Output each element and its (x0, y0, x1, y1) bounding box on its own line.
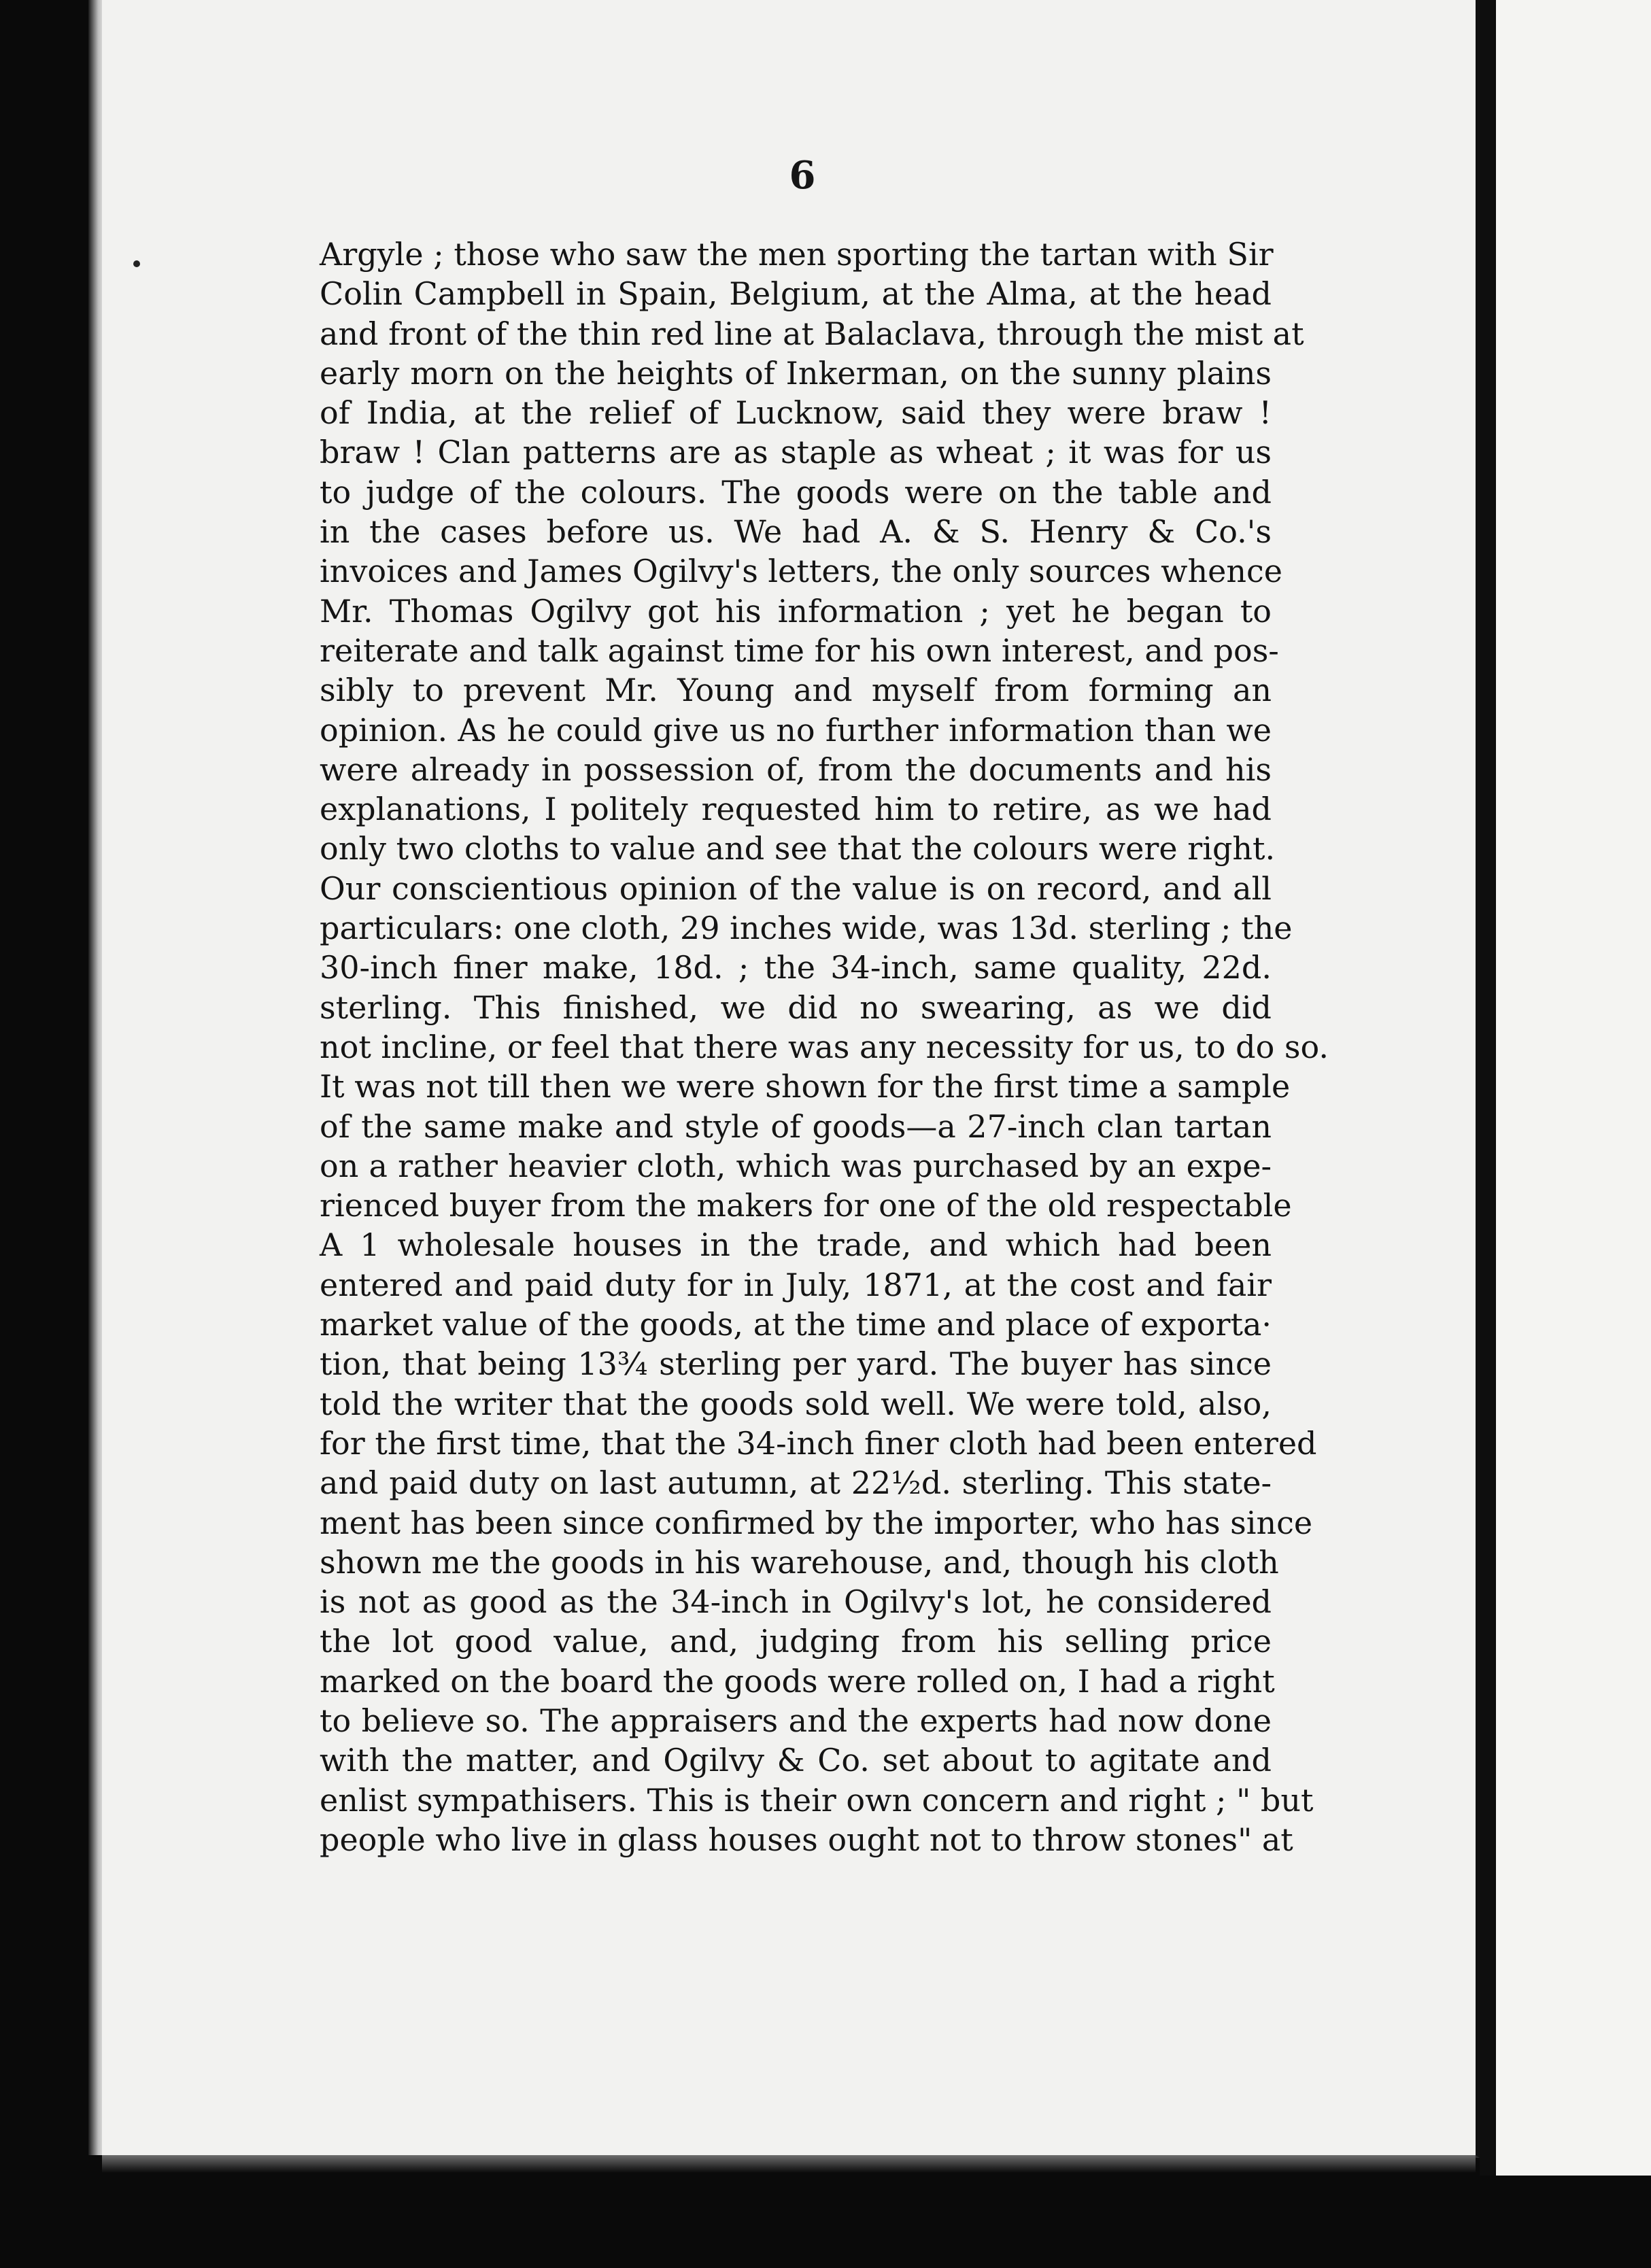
text-line: to believe so. The appraisers and the experts had now done (320, 1702, 1272, 1739)
text-line: particulars: one cloth, 29 inches wide, was 13d. sterling ; the (320, 910, 1293, 947)
text-line: of the same make and style of goods—a 27-inch clan tartan (320, 1107, 1272, 1145)
text-line: tion, that being 13¾ sterling per yard. The buyer has since (320, 1345, 1272, 1383)
text-line: A 1 wholesale houses in the trade, and which had been (320, 1226, 1272, 1264)
text-line: invoices and James Ogilvy's letters, the only sources whence (320, 553, 1282, 590)
text-line: Our conscientious opinion of the value is on record, and all (320, 870, 1272, 907)
text-line: sterling. This finished, we did no swearing, as we did (320, 989, 1272, 1026)
text-line: marked on the board the goods were rolled on, I had a right (320, 1662, 1275, 1700)
text-line: people who live in glass houses ought not to throw stones" at (320, 1821, 1293, 1858)
text-line: the lot good value, and, judging from his selling price (320, 1623, 1272, 1660)
text-line: rienced buyer from the makers for one of the old respectable (320, 1187, 1292, 1224)
text-line: and front of the thin red line at Balaclava, through the mist at (320, 315, 1304, 352)
text-line: shown me the goods in his warehouse, and, though his cloth (320, 1543, 1279, 1581)
text-line: and paid duty on last autumn, at 22½d. sterling. This state- (320, 1464, 1272, 1502)
text-line: Argyle ; those who saw the men sporting the tartan with Sir (320, 236, 1274, 273)
page-number: 6 (789, 153, 816, 198)
text-line: explanations, I politely requested him to retire, as we had (320, 791, 1272, 828)
text-line: Colin Campbell in Spain, Belgium, at the Alma, at the head (320, 275, 1272, 313)
text-line: were already in possession of, from the documents and his (320, 751, 1272, 788)
text-line: enlist sympathisers. This is their own concern and right ; " but (320, 1781, 1314, 1819)
text-line: entered and paid duty for in July, 1871, at the cost and fair (320, 1266, 1272, 1303)
facing-page-gutter (1480, 0, 1495, 2176)
text-line: for the first time, that the 34-inch finer cloth had been entered (320, 1424, 1317, 1462)
text-line: in the cases before us. We had A. & S. Henry & Co.'s (320, 513, 1272, 551)
text-line: not incline, or feel that there was any necessity for us, to do so. (320, 1028, 1329, 1065)
ink-speck (133, 260, 140, 267)
text-line: It was not till then we were shown for the first time a sample (320, 1068, 1291, 1105)
text-line: only two cloths to value and see that the colours were right. (320, 830, 1276, 867)
text-line: of India, at the relief of Lucknow, said they were braw ! (320, 394, 1272, 432)
facing-page-edge (1496, 0, 1651, 2176)
text-line: Mr. Thomas Ogilvy got his information ; yet he began to (320, 592, 1272, 630)
body-text (320, 235, 1329, 1859)
text-line: is not as good as the 34-inch in Ogilvy's lot, he considered (320, 1583, 1272, 1621)
text-line: with the matter, and Ogilvy & Co. set about to agitate and (320, 1742, 1272, 1779)
text-line: opinion. As he could give us no further information than we (320, 711, 1272, 749)
text-line: braw ! Clan patterns are as staple as wheat ; it was for us (320, 434, 1272, 471)
page-bottom-shadow (102, 2155, 1476, 2173)
text-line: early morn on the heights of Inkerman, on the sunny plains (320, 354, 1272, 392)
text-line: to judge of the colours. The goods were on the table and (320, 473, 1272, 511)
text-line: market value of the goods, at the time and place of exporta· (320, 1306, 1272, 1343)
text-line: told the writer that the goods sold well. We were told, also, (320, 1385, 1272, 1422)
text-line: sibly to prevent Mr. Young and myself from forming an (320, 672, 1272, 709)
text-line: on a rather heavier cloth, which was purchased by an expe- (320, 1147, 1272, 1184)
text-line: ment has been since confirmed by the importer, who has since (320, 1504, 1313, 1541)
text-line: reiterate and talk against time for his own interest, and pos- (320, 632, 1279, 669)
text-line: 30-inch finer make, 18d. ; the 34-inch, same quality, 22d. (320, 949, 1272, 986)
